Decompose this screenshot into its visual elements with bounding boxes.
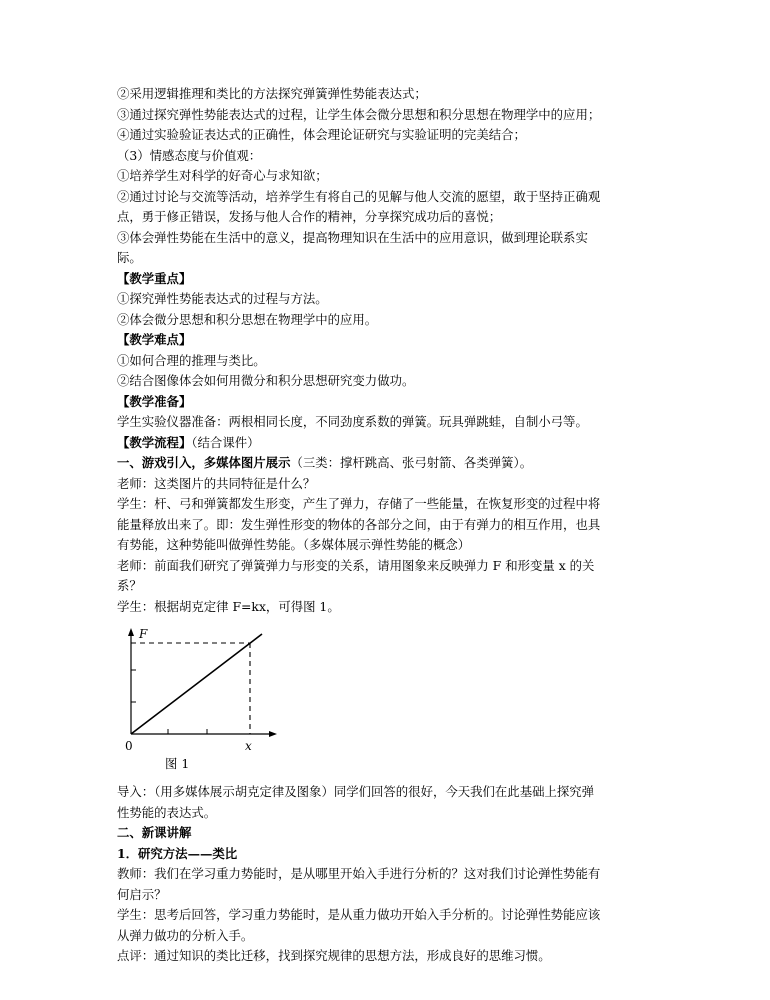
text-line: 系？ bbox=[117, 578, 142, 593]
text-line: 教师：我们在学习重力势能时，是从哪里开始入手进行分析的？这对我们讨论弹性势能有 bbox=[117, 866, 601, 881]
text-line: 有势能，这种势能叫做弹性势能。（多媒体展示弹性势能的概念） bbox=[117, 537, 471, 552]
text-line: 1．研究方法——类比 bbox=[117, 845, 238, 861]
origin-label: 0 bbox=[125, 739, 133, 753]
text-line: ①如何合理的推理与类比。 bbox=[117, 352, 266, 368]
text-line: 老师：前面我们研究了弹簧弹力与形变的关系，请用图象来反映弹力 F 和形变量 x 的关 bbox=[117, 557, 595, 573]
text-line bbox=[117, 433, 667, 454]
text-line: 从弹力做功的分析入手。 bbox=[117, 927, 254, 943]
text-block-bottom bbox=[117, 782, 667, 967]
line-rest: （三类：撑杆跳高、张弓射箭、各类弹簧）。 bbox=[290, 455, 533, 470]
x-axis-arrow bbox=[269, 731, 277, 737]
line-bold-prefix: 一、游戏引入，多媒体图片展示 bbox=[117, 455, 291, 470]
text-line: 学生：根据胡克定律 F=kx，可得图 1。 bbox=[117, 598, 340, 614]
text-line: 点，勇于修正错误，发扬与他人合作的精神，分享探究成功后的喜悦； bbox=[117, 209, 502, 224]
line-rest: （结合课件） bbox=[191, 434, 260, 450]
text-line: ②体会微分思想和积分思想在物理学中的应用。 bbox=[117, 311, 378, 327]
text-line: ④通过实验验证表达式的正确性，体会理论证研究与实验证明的完美结合； bbox=[117, 127, 526, 142]
text-line: 点评：通过知识的类比迁移，找到探究规律的思想方法，形成良好的思维习惯。 bbox=[117, 948, 551, 963]
text-line: （3）情感态度与价值观： bbox=[117, 147, 262, 163]
y-axis-label: F bbox=[139, 627, 148, 641]
text-block-top bbox=[117, 84, 667, 617]
text-line: 【教学准备】 bbox=[117, 393, 192, 409]
text-line: 学生：思考后回答，学习重力势能时，是从重力做功开始入手分析的。讨论弹性势能应该 bbox=[117, 907, 601, 922]
hooke-graph bbox=[117, 626, 317, 776]
y-axis-arrow bbox=[128, 628, 134, 636]
text-line: ③通过探究弹性势能表达式的过程，让学生体会微分思想和积分思想在物理学中的应用； bbox=[117, 106, 601, 122]
text-line bbox=[117, 453, 667, 474]
text-line: 【教学难点】 bbox=[117, 332, 192, 347]
text-line: ②通过讨论与交流等活动，培养学生有将自己的见解与他人交流的愿望，敢于坚持正确观 bbox=[117, 188, 601, 204]
text-line: ①培养学生对科学的好奇心与求知欲； bbox=[117, 168, 328, 183]
text-line: 性势能的表达式。 bbox=[117, 804, 217, 820]
force-line bbox=[131, 634, 262, 734]
text-line: ①探究弹性势能表达式的过程与方法。 bbox=[117, 291, 328, 306]
text-line: 学生实验仪器准备：两根相同长度，不同劲度系数的弹簧。玩具弹跳蛙，自制小弓等。 bbox=[117, 414, 588, 429]
text-line: 际。 bbox=[117, 250, 142, 265]
text-line: ②结合图像体会如何用微分和积分思想研究变力做功。 bbox=[117, 373, 415, 388]
figure-caption: 图 1 bbox=[165, 756, 190, 771]
text-line: 导入：（用多媒体展示胡克定律及图象）同学们回答的很好，今天我们在此基础上探究弹 bbox=[117, 784, 595, 799]
text-line: 二、新课讲解 bbox=[117, 825, 192, 840]
text-line: 老师：这类图片的共同特征是什么？ bbox=[117, 475, 316, 491]
text-line: 何启示？ bbox=[117, 886, 167, 902]
text-line: 能量释放出来了。即：发生弹性形变的物体的各部分之间，由于有弹力的相互作用，也具 bbox=[117, 516, 601, 532]
x-axis-label: x bbox=[245, 739, 252, 753]
line-bold-prefix: 【教学流程】 bbox=[117, 434, 192, 450]
text-line: ③体会弹性势能在生活中的意义，提高物理知识在生活中的应用意识，做到理论联系实 bbox=[117, 229, 588, 245]
text-line: 学生：杆、弓和弹簧都发生形变，产生了弹力，存储了一些能量，在恢复形变的过程中将 bbox=[117, 496, 601, 511]
text-line: ②采用逻辑推理和类比的方法探究弹簧弹性势能表达式； bbox=[117, 86, 427, 101]
figure-hooke-law bbox=[117, 626, 667, 776]
text-line: 【教学重点】 bbox=[117, 270, 192, 286]
document-body bbox=[117, 84, 667, 967]
